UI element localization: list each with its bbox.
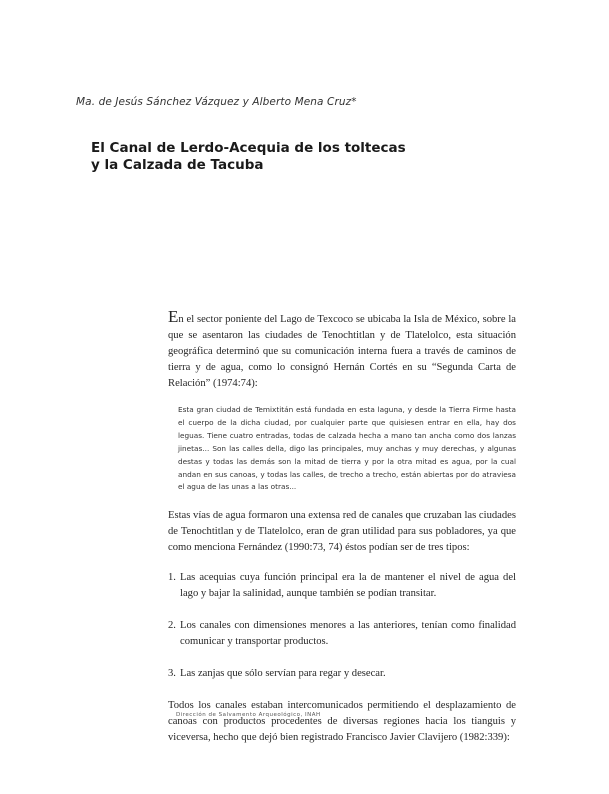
list-text: Los canales con dimensiones menores a las anteriores, tenían como finalidad comunicar y transportar productos. xyxy=(180,620,516,648)
list-text: Las acequias cuya función principal era la de mantener el nivel de agua del lago y bajar la salinidad, aunque también se podían transitar. xyxy=(180,572,516,600)
article-body xyxy=(168,307,516,746)
intro-text: n el sector poniente del Lago de Texcoco se ubicaba la Isla de México, sobre la que se asentaron las ciudades de Tenochtitlan y de Tlatelolco, esta situación geográfica determinó que su comunicación interna fuera a través de caminos de tierra y de agua, como lo consignó Hernán Cortés en su “Segunda Carta de Relación” (1974:74): xyxy=(168,314,516,389)
paragraph-canal-types: Estas vías de agua formaron una extensa red de canales que cruzaban las ciudades de Tenochtitlan y de Tlatelolco, eran de gran utilidad para sus pobladores, ya que como menciona Fernández (1990:73, 74) éstos podían ser de tres tipos: xyxy=(168,510,516,554)
footnote: Dirección de Salvamento Arqueológico, INAH xyxy=(176,712,321,718)
list-number: 3. xyxy=(168,668,176,680)
paragraph-interconnection: Todos los canales estaban intercomunicados permitiendo el desplazamiento de canoas con productos procedentes de diversas regiones hacia los tianguis y viceversa, hecho que dejó bien registrado Francisco Javier Clavijero (1982:339): xyxy=(168,700,516,744)
title-line-1: El Canal de Lerdo-Acequia de los toltecas xyxy=(91,140,406,156)
list-text: Las zanjas que sólo servían para regar y desecar. xyxy=(180,668,386,680)
title-line-2: y la Calzada de Tacuba xyxy=(91,157,264,173)
list-item xyxy=(168,570,516,602)
list-item xyxy=(168,618,516,650)
article-title xyxy=(91,140,511,174)
list-item xyxy=(168,666,516,682)
canal-types-list xyxy=(168,570,516,682)
list-number: 2. xyxy=(168,620,176,632)
list-number: 1. xyxy=(168,572,176,584)
drop-cap: E xyxy=(168,307,179,326)
intro-paragraph xyxy=(168,307,516,392)
block-quote: Esta gran ciudad de Temixtitán está fundada en esta laguna, y desde la Tierra Firme hasta el cuerpo de la dicha ciudad, por cualquier parte que quisiesen entrar en ella, hay dos leguas. Tiene cuatro entradas, todas de calzada hecha a mano tan ancha como dos lanzas jinetas... Son las calles della, digo las principales, muy anchas y muy derechas, y algunas destas y todas las demás son la mitad de tierra y por la otra mitad es agua, por la cual andan en sus canoas, y todas las calles, de trecho a trecho, están abiertas por do atraviesa el agua de las unas a las otras... xyxy=(178,405,516,492)
author-line: Ma. de Jesús Sánchez Vázquez y Alberto Mena Cruz* xyxy=(76,96,357,108)
